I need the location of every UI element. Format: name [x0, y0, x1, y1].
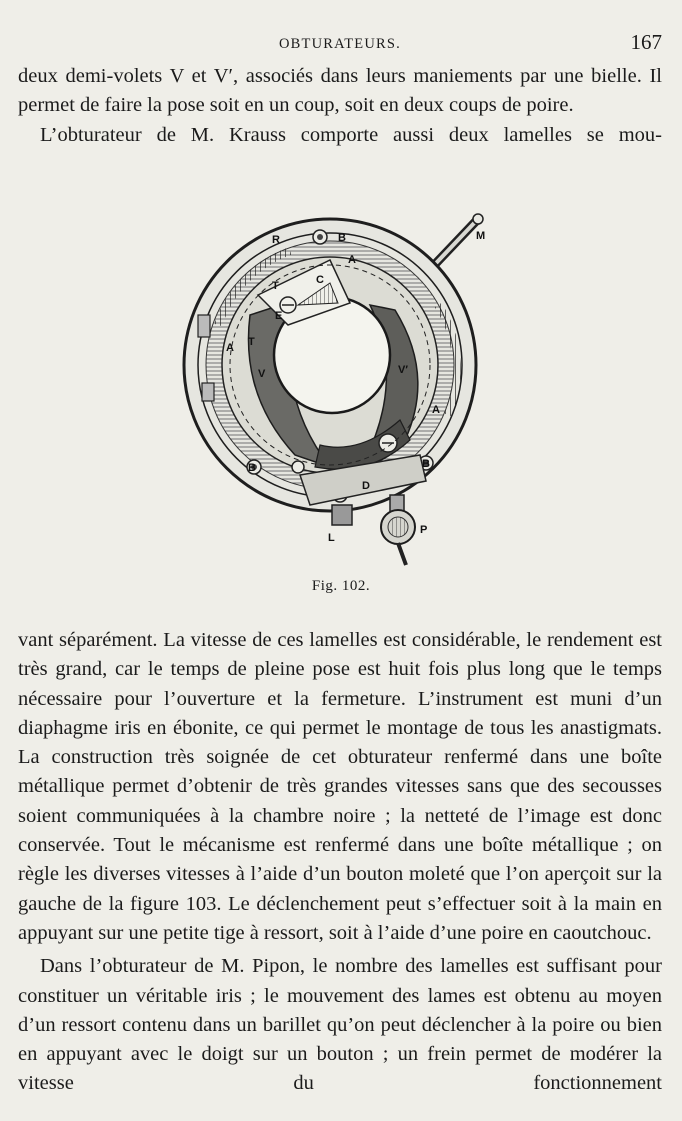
running-title: OBTURATEURS.: [279, 36, 401, 52]
knob-p: [381, 495, 415, 565]
paragraph: vant séparément. La vitesse de ces lamelles est considérable, le rendement est très grand, car le temps de pleine pose est huit fois plus long que le temps nécessaire pour l’ouverture et la fermeture. L’instrument est muni d’un diaphagme iris en ébonite, ce qui permet le montage de tous les anastigmats. La construction très soignée de cet obturateur renfermé dans une boîte métallique permet d’obtenir de très grandes vitesses sans que des secousses soient communiquées à la chambre noire ; la netteté de l’image est donc conservée. Tout le mécanisme est renfermé dans une boîte métallique ; on règle les diverses vitesses à l’aide d’un bouton moleté que l’on aperçoit sur la gauche de la figure 103. Le déclenchement peut s’effectuer soit à la main en appuyant sur une petite tige à ressort, soit à l’aide d’une poire en caoutchouc.: [18, 629, 662, 944]
label-l: L: [328, 532, 335, 544]
label-m: M: [476, 230, 486, 242]
shutter-illustration: [180, 205, 500, 577]
label-v-prime: V′: [398, 364, 408, 376]
label-b-top: B: [338, 232, 346, 244]
label-c: C: [316, 274, 324, 286]
paragraph: deux demi-volets V et V′, associés dans leurs maniements par une bielle. Il permet de faire la pose soit en un coup, soit en deux coups de poire.: [18, 65, 662, 117]
text-block-bottom: [18, 626, 662, 1099]
page-number: 167: [630, 30, 662, 54]
paragraph: L’obturateur de M. Krauss comporte aussi deux lamelles se mou-: [40, 123, 662, 146]
label-a-top: A: [348, 254, 356, 266]
label-v: V: [258, 368, 266, 380]
label-e: E: [275, 310, 283, 322]
label-p: P: [420, 524, 428, 536]
label-a-left: A: [226, 342, 234, 354]
label-t-top: T: [272, 280, 279, 292]
running-head: [18, 28, 662, 58]
label-t-left: T: [248, 336, 255, 348]
figure-caption: Fig. 102.: [311, 578, 371, 594]
label-r: R: [272, 234, 280, 246]
label-a-right: A: [432, 404, 440, 416]
paragraph: Dans l’obturateur de M. Pipon, le nombre des lamelles est suffisant pour constituer un véritable iris ; le mouvement des lames est obtenu au moyen d’un ressort contenu dans un barillet qu’on peut déclencher à la poire ou bien en appuyant avec le doigt sur un bouton ; un frein permet de modérer la vitesse du fonctionnement: [18, 955, 662, 1095]
label-d: D: [362, 480, 370, 492]
tube-l: [332, 505, 352, 525]
figure-shutter-engraving: [180, 205, 500, 577]
text-block-top: [18, 62, 662, 150]
label-b-right: B: [422, 458, 430, 470]
label-b-left: B: [248, 462, 256, 474]
